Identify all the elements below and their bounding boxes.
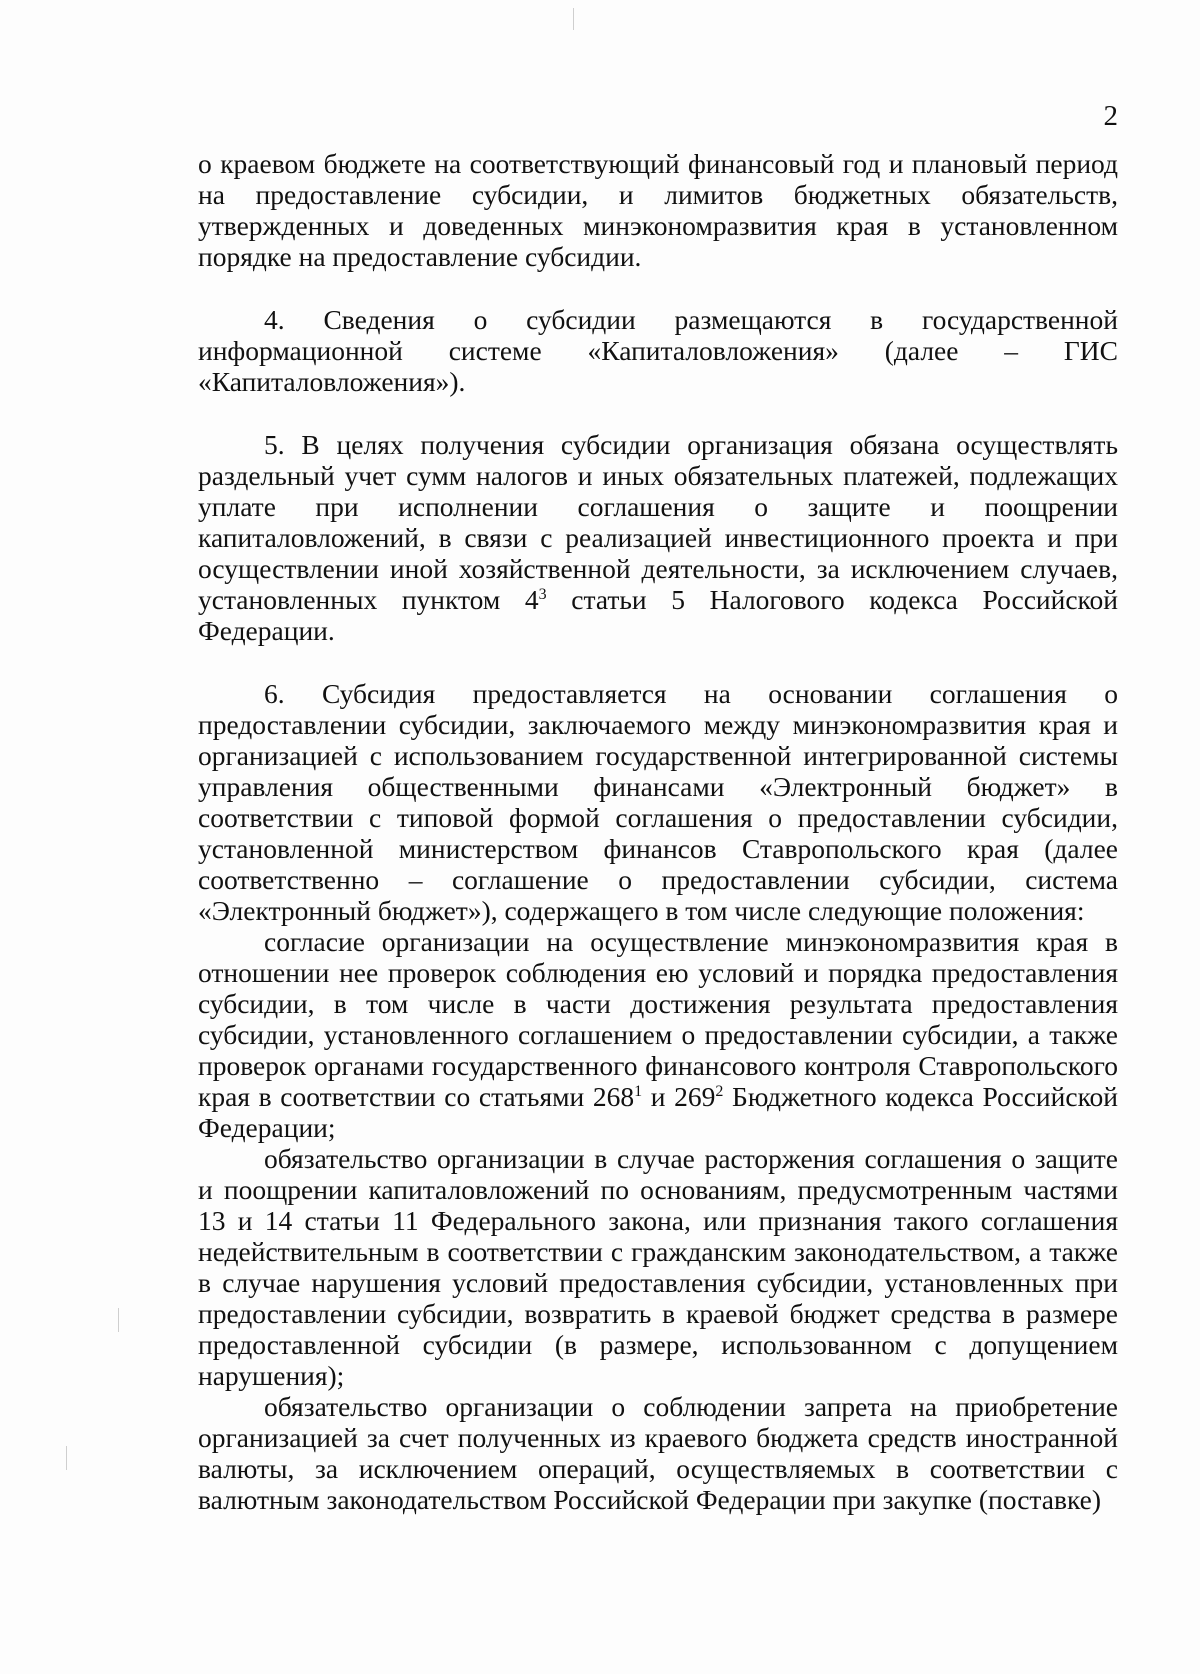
- provision-consent-text-end: Бюджетного кодекса Российской Федерации;: [198, 1081, 1119, 1143]
- provision-currency: обязательство организации о соблюдении запрета на приобретение организацией за счет полученных из краевого бюджета средств иностранной валюты, за исключением операций, осуществляемых в соответствии с валютным законодательством Российской Федерации при закупке (поставке): [198, 1391, 1118, 1515]
- superscript: 2: [715, 1082, 724, 1100]
- paragraph-5-text: 5. В целях получения субсидии организация обязана осуществлять раздельный учет сумм налогов и иных обязательных платежей, подлежащих уплате при исполнении соглашения о защите и поощрении капиталовложений, в связи с реализацией инвестиционного проекта и при осуществлении иной хозяйственной деятельности, за исключением случаев, установленных пунктом 4: [198, 429, 1118, 615]
- scan-artifact: [66, 1446, 67, 1470]
- paragraph-6: 6. Субсидия предоставляется на основании соглашения о предоставлении субсидии, заключаемого между минэкономразвития края и организацией с использованием государственной интегрированной системы управления общественными финансами «Электронный бюджет» в соответствии с типовой формой соглашения о предоставлении субсидии, установленной министерством финансов Ставропольского края (далее соответственно – соглашение о предоставлении субсидии, система «Электронный бюджет»), содержащего в том числе следующие положения:: [198, 678, 1118, 926]
- provision-consent-text: согласие организации на осуществление минэкономразвития края в отношении нее проверок соблюдения ею условий и порядка предоставления субсидии, в том числе в части достижения результата предоставления субсидии, установленного соглашением о предоставлении субсидии, а также проверок органами государственного финансового контроля Ставропольского края в соответствии со статьями 268: [198, 926, 1118, 1112]
- paragraph-4: 4. Сведения о субсидии размещаются в государственной информационной системе «Капиталовложения» (далее – ГИС «Капиталовложения»).: [198, 304, 1118, 397]
- superscript: 3: [538, 585, 547, 603]
- page-number: 2: [1103, 100, 1118, 132]
- provision-consent: [198, 926, 1118, 1143]
- provision-refund: обязательство организации в случае расторжения соглашения о защите и поощрении капиталовложений по основаниям, предусмотренным частями 13 и 14 статьи 11 Федерального закона, или признания такого соглашения недействительным в соответствии с гражданским законодательством, а также в случае нарушения условий предоставления субсидии, установленных при предоставлении субсидии, возвратить в краевой бюджет средства в размере предоставленной субсидии (в размере, использованном с допущением нарушения);: [198, 1143, 1118, 1391]
- paragraph-continuation: о краевом бюджете на соответствующий финансовый год и плановый период на предоставление субсидии, и лимитов бюджетных обязательств, утвержденных и доведенных минэкономразвития края в установленном порядке на предоставление субсидии.: [198, 148, 1118, 272]
- superscript: 1: [634, 1082, 643, 1100]
- document-body: [198, 148, 1118, 1515]
- scan-artifact: [573, 8, 574, 30]
- scan-artifact: [118, 1308, 119, 1332]
- paragraph-5-text-end: статьи 5 Налогового кодекса Российской Федерации.: [198, 584, 1118, 646]
- provision-consent-text-mid: и 269: [642, 1081, 716, 1112]
- paragraph-5: [198, 429, 1118, 646]
